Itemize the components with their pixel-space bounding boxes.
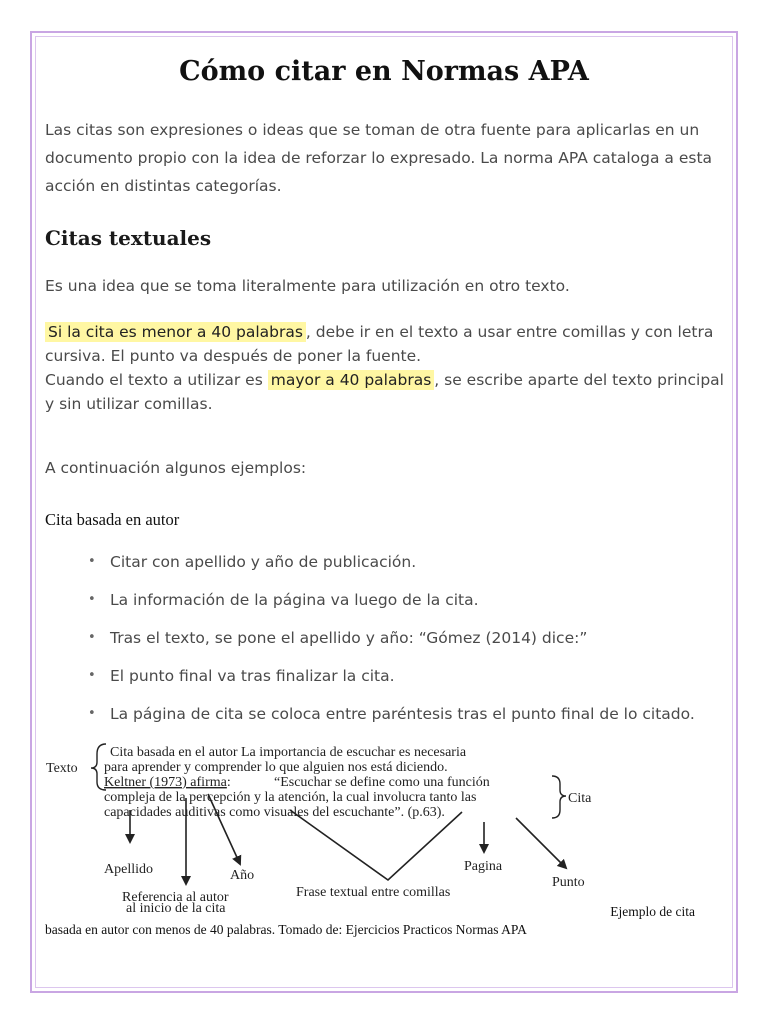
list-item-text: Citar con apellido y año de publicación. (110, 553, 417, 571)
author-ref-underlined: Keltner (1973) afirma (104, 775, 227, 790)
section-heading: Citas textuales (45, 226, 212, 250)
list-item-text: El punto final va tras finalizar la cita. (110, 667, 395, 685)
citation-diagram (40, 738, 720, 908)
frase-bracket (290, 810, 462, 880)
pagina-label: Pagina (464, 859, 503, 874)
bullet-icon: • (88, 630, 96, 645)
list-item-text: Tras el texto, se pone el apellido y año: “Gómez (2014) dice:” (110, 629, 588, 647)
subheading-author-quote: Cita basada en autor (45, 510, 180, 529)
list-item-text: La información de la página va luego de la cita. (110, 591, 479, 609)
bullet-icon: • (88, 706, 96, 721)
punto-label: Punto (552, 875, 585, 890)
highlight-short-quote: Si la cita es menor a 40 palabras (45, 322, 306, 342)
examples-intro: A continuación algunos ejemplos: (45, 459, 307, 477)
rule-paragraph (45, 320, 725, 416)
caption-line-2: basada en autor con menos de 40 palabras. Tomado de: Ejercicios Practicos Normas APA (45, 922, 527, 937)
bullet-icon: • (88, 668, 96, 683)
list-item (88, 548, 730, 586)
list-item (88, 624, 730, 662)
right-brace-icon (552, 776, 566, 818)
diagram-line-3: “Escuchar se define como una función (274, 775, 490, 790)
diagram-line-4: compleja de la percepción y la atención, la cual involucra tanto las (104, 790, 477, 805)
diagram-author-ref (104, 775, 231, 790)
page-title: Cómo citar en Normas APA (179, 56, 589, 87)
highlight-long-quote: mayor a 40 palabras (268, 370, 435, 390)
caption-line-1: Ejemplo de cita (610, 904, 695, 919)
texto-label: Texto (46, 761, 78, 776)
arrow-punto (516, 818, 566, 868)
rule2-text: , se escribe aparte del texto principal y sin utilizar comillas. (45, 371, 724, 413)
diagram-line-2: para aprender y comprender lo que alguien nos está diciendo. (104, 760, 448, 775)
rule2-start: Cuando el texto a utilizar es (45, 371, 268, 389)
rule1-text: , debe ir en el texto a usar entre comillas y con letra cursiva. El punto va después de poner la fuente. (45, 323, 714, 365)
bullet-icon: • (88, 554, 96, 569)
list-item (88, 586, 730, 624)
definition-paragraph: Es una idea que se toma literalmente para utilización en otro texto. (45, 277, 570, 295)
list-item-text: La página de cita se coloca entre paréntesis tras el punto final de lo citado. (110, 705, 695, 723)
ano-label: Año (230, 868, 255, 883)
bullet-list (88, 548, 730, 738)
frase-label: Frase textual entre comillas (296, 885, 451, 900)
referencia-label-2: al inicio de la cita (126, 901, 226, 916)
list-item (88, 700, 730, 738)
referencia-label-1: Referencia al autor (122, 890, 229, 905)
list-item (88, 662, 730, 700)
diagram-line-5: capacidades auditivas como visuales del escuchante”. (p.63). (104, 805, 445, 820)
diagram-line-1: Cita basada en el autor La importancia de escuchar es necesaria (110, 745, 467, 760)
cita-label: Cita (568, 791, 592, 806)
bullet-icon: • (88, 592, 96, 607)
apellido-label: Apellido (104, 862, 153, 877)
author-ref-colon: : (226, 775, 231, 790)
intro-paragraph: Las citas son expresiones o ideas que se toman de otra fuente para aplicarlas en un documento propio con la idea de reforzar lo expresado. La norma APA cataloga a esta acción en distintas categorías. (45, 121, 713, 195)
